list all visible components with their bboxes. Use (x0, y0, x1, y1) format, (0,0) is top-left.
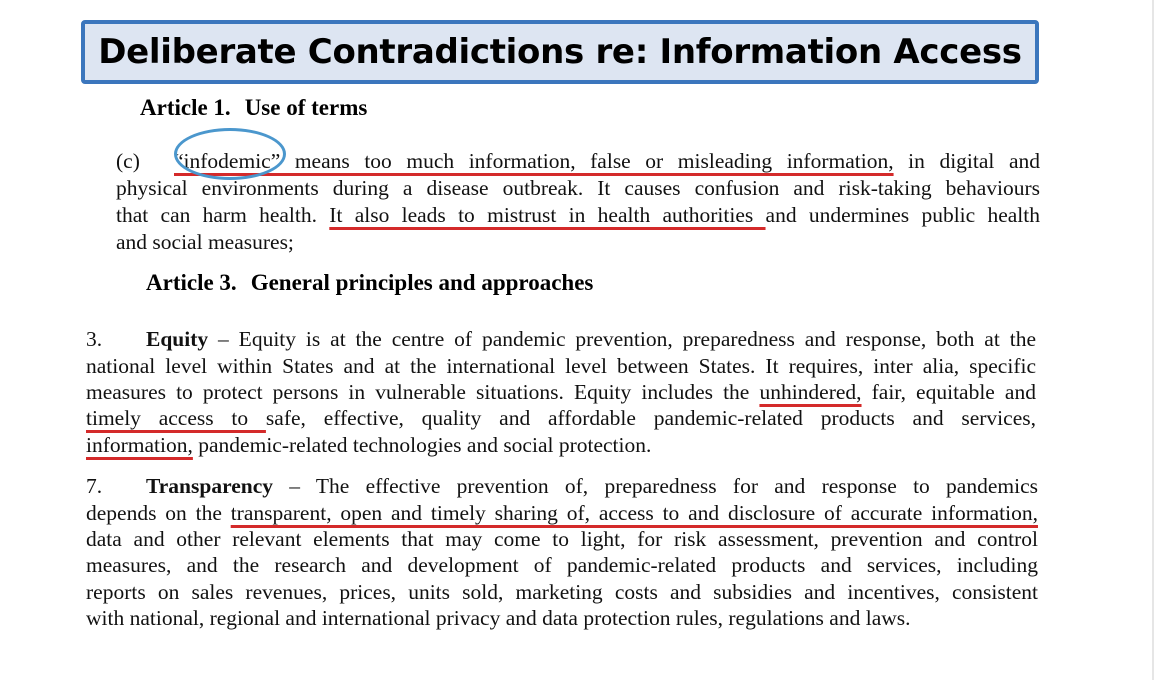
article-1-name: Use of terms (244, 95, 368, 120)
article-3-number: Article 3. (146, 270, 237, 295)
equity-line-3-text: measures to protect persons in vulnerable situations. Equity includes the (86, 380, 760, 404)
transparency-line-5: reports on sales revenues, prices, units sold, marketing costs and subsidies and incentives, consistent (86, 580, 1038, 604)
underline-infodemic-definition: “infodemic” means too much information, false or misleading information, (174, 149, 894, 173)
equity-line-5 (86, 432, 1036, 459)
article-3-heading (146, 270, 593, 296)
article-1-line-2: physical environments during a disease outbreak. It causes confusion and risk-taking behaviours (116, 176, 1040, 200)
equity-number: 3. (86, 327, 103, 351)
article-1-line-1 (116, 148, 1040, 175)
article-1-line-3 (116, 202, 1040, 229)
equity-line-2: national level within States and at the international level between States. It requires, inter alia, specific (86, 354, 1036, 378)
article-1-line-4: and social measures; (116, 230, 294, 254)
article-1-heading (140, 95, 367, 121)
equity-line-3-rest: fair, equitable and (861, 380, 1036, 404)
underline-transparent-sharing: transparent, open and timely sharing of, access to and disclosure of accurate information, (230, 501, 1038, 525)
transparency-line-1-text: – The effective prevention of, preparedness for and response to pandemics (273, 474, 1038, 498)
transparency-line-6: with national, regional and international privacy and data protection rules, regulations and laws. (86, 606, 911, 630)
slide-title: Deliberate Contradictions re: Information Access (81, 20, 1039, 84)
transparency-line-2-text: depends on the (86, 501, 231, 525)
article-1-line-3-rest: and undermines public health (765, 203, 1041, 227)
equity-line-4-text: safe, effective, quality and affordable pandemic-related products and services, (265, 406, 1036, 430)
underline-mistrust: It also leads to mistrust in health authorities (329, 203, 766, 227)
equity-line-1 (86, 326, 1036, 353)
article-1-line-3-text: that can harm health. (116, 203, 330, 227)
equity-line-5-text: pandemic-related technologies and social protection. (192, 433, 652, 457)
equity-line-4 (86, 405, 1036, 432)
transparency-line-1 (86, 473, 1038, 500)
transparency-line-3: data and other relevant elements that may come to light, for risk assessment, prevention and control (86, 527, 1038, 551)
equity-term: Equity (146, 327, 209, 351)
article-1-number: Article 1. (140, 95, 231, 120)
equity-line-1-text: – Equity is at the centre of pandemic prevention, preparedness and response, both at the (208, 327, 1036, 351)
transparency-line-2 (86, 500, 1038, 527)
article-3-name: General principles and approaches (250, 270, 594, 295)
underline-unhindered: unhindered, (759, 380, 862, 404)
article-1-item-label: (c) (116, 149, 140, 173)
underline-timely-access: timely access to (86, 406, 266, 430)
underline-information: information, (86, 433, 193, 457)
transparency-line-4: measures, and the research and development of pandemic-related products and services, including (86, 553, 1038, 577)
equity-line-3 (86, 379, 1036, 406)
transparency-term: Transparency (146, 474, 274, 498)
article-1-line-1-text: in digital and (893, 149, 1040, 173)
transparency-number: 7. (86, 474, 103, 498)
